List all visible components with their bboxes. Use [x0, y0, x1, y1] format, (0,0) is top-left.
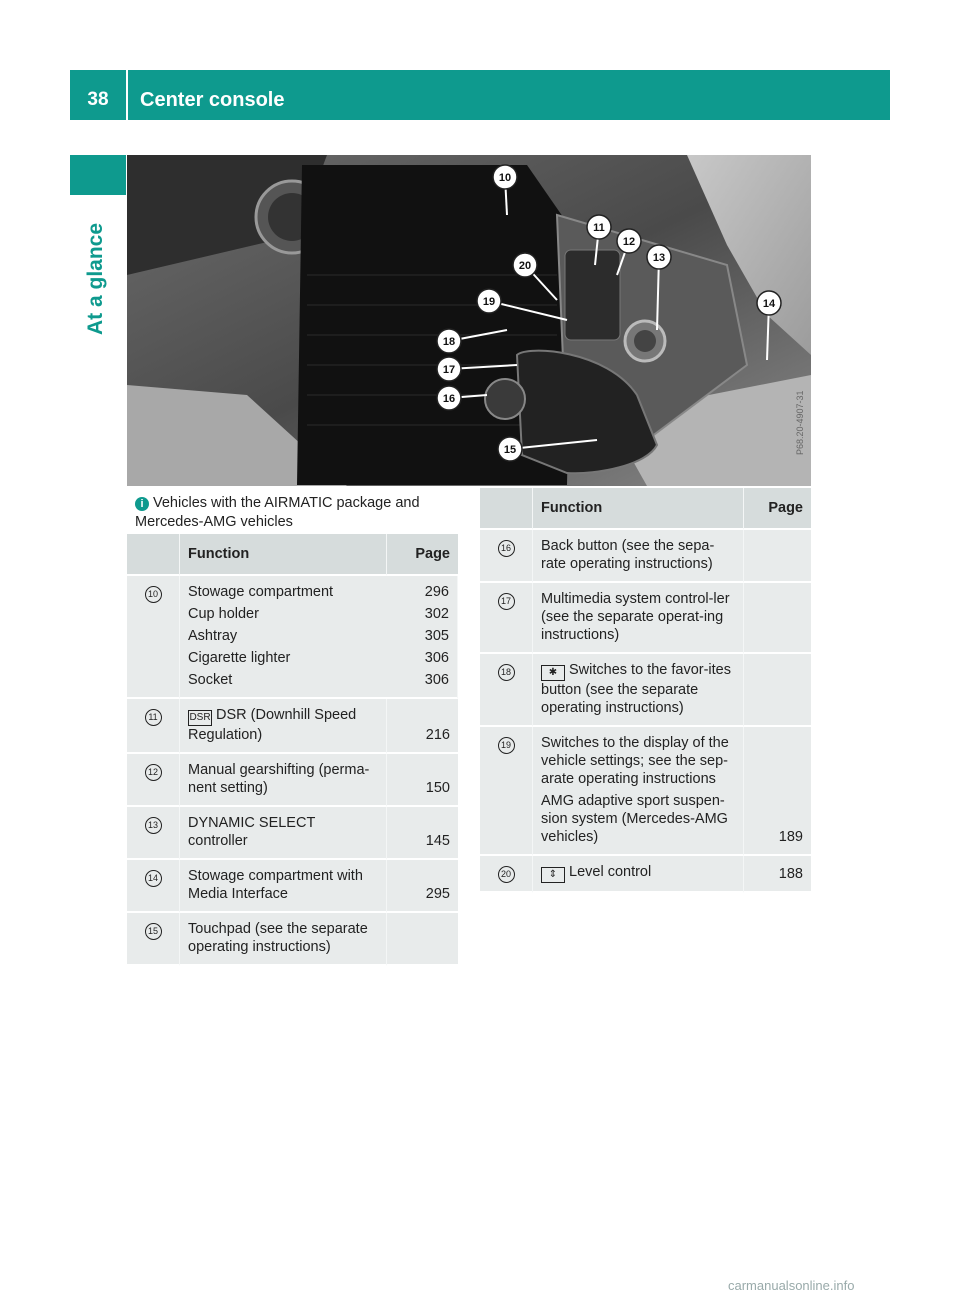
function-cell: [179, 860, 387, 913]
callout-label: 16: [442, 393, 456, 405]
callout-label: 12: [622, 236, 636, 248]
function-cell: [532, 530, 744, 583]
function-text: Switches to the favor-ites button (see the separate operating instructions): [541, 662, 731, 716]
entry-text: Cup holder: [188, 606, 259, 622]
entry-text: Ashtray: [188, 628, 238, 644]
center-console-photo: [127, 155, 811, 486]
entry-page: 296: [424, 584, 449, 600]
info-icon: i: [135, 497, 149, 511]
row-number-badge: 11: [145, 709, 162, 726]
function-text: Stowage compartment with Media Interface: [188, 868, 363, 902]
page-cell: [744, 856, 811, 893]
entry-text: Cigarette lighter: [188, 650, 291, 666]
function-table-right: [480, 488, 811, 893]
function-text: Level control: [569, 864, 652, 880]
page-cell: [387, 699, 458, 754]
col-function: Function: [532, 488, 744, 530]
page-cell: [387, 754, 458, 807]
page-cell: [387, 913, 458, 966]
row-number-badge: 12: [145, 764, 162, 781]
page-cell: [744, 583, 811, 654]
function-entry: [188, 649, 449, 667]
function-entry: [188, 671, 449, 689]
image-code: P68.20-4907-31: [795, 390, 805, 455]
function-cell: [532, 583, 744, 654]
callout-label: 11: [593, 222, 605, 234]
entry-page: 302: [424, 606, 449, 622]
row-number-badge: 14: [145, 870, 162, 887]
function-symbol-icon: ✱: [541, 665, 565, 681]
page-number: 216: [425, 727, 450, 743]
callout-label: 19: [482, 296, 496, 308]
table-row: [127, 754, 458, 807]
page-cell: [744, 727, 811, 856]
page-number: 189: [778, 829, 803, 845]
callout-label: 20: [518, 260, 532, 272]
row-number-cell: [480, 583, 532, 654]
row-number-cell: [127, 576, 179, 699]
row-number-badge: 10: [145, 586, 162, 603]
table-row: [480, 530, 811, 583]
function-entry: [188, 583, 449, 601]
row-number-cell: [127, 754, 179, 807]
side-label: At a glance: [84, 222, 107, 335]
info-note-text: Vehicles with the AIRMATIC package and Mercedes-AMG vehicles: [135, 495, 420, 530]
col-function: Function: [179, 534, 387, 576]
function-cell: [179, 913, 387, 966]
col-page: Page: [744, 488, 811, 530]
entry-page: 305: [424, 628, 449, 644]
page-header: [70, 70, 890, 120]
function-symbol-icon: DSR: [188, 710, 212, 726]
page-cell: [744, 654, 811, 727]
table-row: [480, 583, 811, 654]
table-row: [480, 856, 811, 893]
table-row: [480, 654, 811, 727]
col-num: [127, 534, 179, 576]
entry-text: Stowage compartment: [188, 584, 334, 600]
function-cell: [532, 654, 744, 727]
function-text: Manual gearshifting (perma-nent setting): [188, 762, 370, 796]
row-number-cell: [480, 654, 532, 727]
function-text: Switches to the display of the vehicle settings; see the sep-arate operating instructions: [541, 735, 729, 787]
row-number-cell: [480, 856, 532, 893]
row-number-cell: [480, 727, 532, 856]
row-number-badge: 16: [498, 540, 515, 557]
function-entry: [188, 627, 449, 645]
row-number-badge: 18: [498, 664, 515, 681]
footer-url[interactable]: carmanualsonline.info: [728, 1278, 855, 1293]
function-text: DSR (Downhill Speed Regulation): [188, 707, 357, 743]
info-note: [135, 494, 455, 532]
row-number-badge: 19: [498, 737, 515, 754]
page-cell: [744, 530, 811, 583]
callout-label: 10: [498, 172, 512, 184]
callout-label: 14: [762, 298, 776, 310]
row-number-badge: 13: [145, 817, 162, 834]
col-num: [480, 488, 532, 530]
function-table-left: [127, 534, 458, 966]
col-page: Page: [387, 534, 458, 576]
callout-label: 13: [652, 252, 666, 264]
function-cell: [179, 807, 387, 860]
table-row: [127, 576, 458, 699]
entry-text: Socket: [188, 672, 233, 688]
row-number-badge: 20: [498, 866, 515, 883]
console-illustration: [127, 155, 811, 486]
row-number-badge: 17: [498, 593, 515, 610]
row-number-cell: [127, 860, 179, 913]
page-cell: [387, 860, 458, 913]
function-cell: [532, 856, 744, 893]
function-symbol-icon: ⇕: [541, 867, 565, 883]
page-number: 295: [425, 886, 450, 902]
row-number-cell: [127, 699, 179, 754]
function-cell: [532, 727, 744, 856]
entry-page: 306: [424, 650, 449, 666]
table-row: [127, 860, 458, 913]
page-cell: [387, 807, 458, 860]
function-text-secondary: AMG adaptive sport suspen-sion system (Mercedes-AMG vehicles): [541, 793, 728, 845]
side-tab: [70, 155, 126, 195]
function-text: Touchpad (see the separate operating instructions): [188, 921, 368, 955]
page-number: 188: [778, 866, 803, 882]
callout-label: 15: [503, 444, 517, 456]
page-number: 150: [425, 780, 450, 796]
page-number: 38: [87, 89, 109, 110]
callout-label: 18: [442, 336, 456, 348]
function-cell: [179, 576, 458, 699]
function-text: DYNAMIC SELECT controller: [188, 815, 316, 849]
table-row: [127, 913, 458, 966]
page-number: 145: [425, 833, 450, 849]
row-number-cell: [127, 807, 179, 860]
row-number-badge: 15: [145, 923, 162, 940]
entry-page: 306: [424, 672, 449, 688]
table-row: [127, 807, 458, 860]
function-cell: [179, 699, 387, 754]
section-title: Center console: [140, 89, 285, 111]
function-entry: [188, 605, 449, 623]
function-cell: [179, 754, 387, 807]
table-row: [480, 727, 811, 856]
header-divider: [126, 70, 128, 120]
table-row: [127, 699, 458, 754]
row-number-cell: [480, 530, 532, 583]
function-text: Back button (see the sepa-rate operating instructions): [541, 538, 715, 572]
function-text: Multimedia system control-ler (see the separate operat-ing instructions): [541, 591, 730, 643]
callout-label: 17: [442, 364, 456, 376]
row-number-cell: [127, 913, 179, 966]
